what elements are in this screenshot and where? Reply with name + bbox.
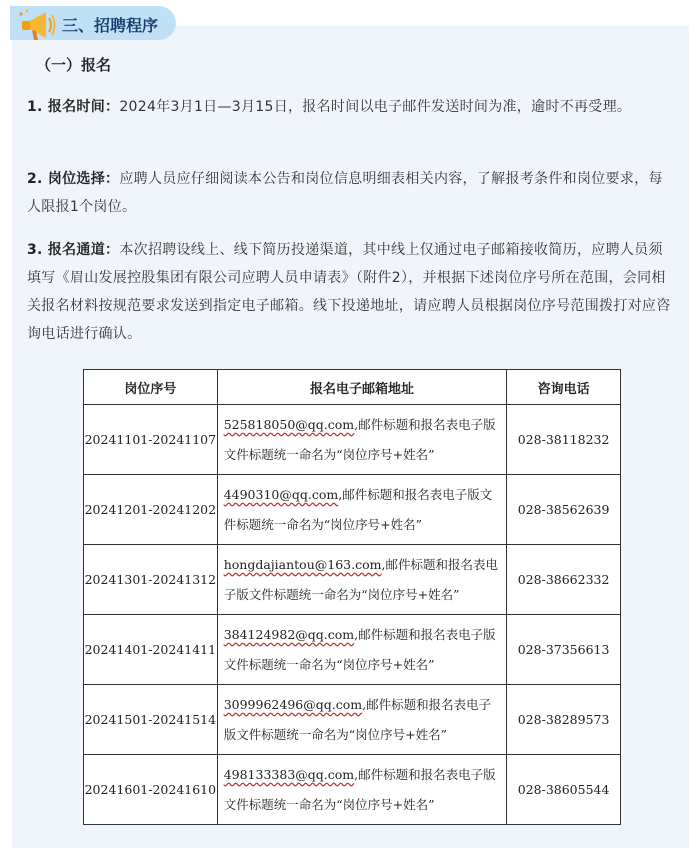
position-range-cell: 20241301-20241312 [84, 545, 218, 615]
email-note: ,邮件标题和报名表电子版文件标题统一命名为“岗位序号+姓名” [223, 766, 496, 812]
paragraph-position-selection [27, 165, 675, 221]
megaphone-icon [18, 8, 58, 44]
email-cell [217, 685, 506, 755]
phone-cell: 028-38118232 [507, 405, 621, 475]
email-note: ,邮件标题和报名表电子版文件标题统一命名为“岗位序号+姓名” [223, 486, 493, 532]
paragraph-label: 1. 报名时间： [27, 99, 120, 115]
phone-cell: 028-38662332 [507, 545, 621, 615]
email-note: ,邮件标题和报名表电子版文件标题统一命名为“岗位序号+姓名” [223, 626, 496, 672]
phone-cell: 028-38562639 [507, 475, 621, 545]
header-phone: 咨询电话 [507, 370, 621, 405]
header-position-range: 岗位序号 [84, 370, 218, 405]
email-address: 498133383@qq.com [223, 766, 355, 782]
email-address: 3099962496@qq.com [223, 696, 363, 712]
position-range-cell: 20241501-20241514 [84, 685, 218, 755]
email-cell [217, 615, 506, 685]
table-row [84, 615, 621, 685]
email-address: 525818050@qq.com [223, 416, 355, 432]
email-note: ,邮件标题和报名表电子版文件标题统一命名为“岗位序号+姓名” [223, 556, 498, 602]
paragraph-registration-channel [27, 236, 675, 348]
position-range-cell: 20241101-20241107 [84, 405, 218, 475]
table-row [84, 405, 621, 475]
email-address: 4490310@qq.com [223, 486, 339, 502]
phone-cell: 028-37356613 [507, 615, 621, 685]
position-range-cell: 20241601-20241610 [84, 755, 218, 825]
email-note: ,邮件标题和报名表电子版文件标题统一命名为“岗位序号+姓名” [223, 416, 496, 462]
paragraph-label: 3. 报名通道： [27, 242, 120, 258]
table-row [84, 545, 621, 615]
section-header [10, 6, 176, 40]
table-row [84, 475, 621, 545]
table-row [84, 685, 621, 755]
email-note: ,邮件标题和报名表电子版文件标题统一命名为“岗位序号+姓名” [223, 696, 492, 742]
paragraph-registration-time [27, 93, 675, 121]
email-cell [217, 405, 506, 475]
header-email: 报名电子邮箱地址 [217, 370, 506, 405]
email-cell [217, 545, 506, 615]
phone-cell: 028-38289573 [507, 685, 621, 755]
paragraph-text: 应聘人员应仔细阅读本公告和岗位信息明细表相关内容，了解报考条件和岗位要求，每人限报1个岗位。 [27, 171, 663, 215]
paragraph-label: 2. 岗位选择： [27, 171, 120, 187]
sub-heading: （一）报名 [36, 56, 112, 74]
position-range-cell: 20241401-20241411 [84, 615, 218, 685]
table-header-row [84, 370, 621, 405]
paragraph-text: 本次招聘设线上、线下简历投递渠道，其中线上仅通过电子邮箱接收简历，应聘人员须填写《眉山发展控股集团有限公司应聘人员申请表》（附件2），并根据下述岗位序号所在范围，会同相关报名材料按规范要求发送到指定电子邮箱。线下投递地址，请应聘人员根据岗位序号范围拨打对应咨询电话进行确认。 [27, 242, 671, 342]
paragraph-text: 2024年3月1日—3月15日，报名时间以电子邮件发送时间为准，逾时不再受理。 [119, 99, 632, 115]
email-cell [217, 475, 506, 545]
email-address: 384124982@qq.com [223, 626, 355, 642]
section-title: 三、招聘程序 [62, 16, 159, 35]
table-row [84, 755, 621, 825]
position-range-cell: 20241201-20241202 [84, 475, 218, 545]
email-address: hongdajiantou@163.com [223, 556, 382, 572]
email-cell [217, 755, 506, 825]
phone-cell: 028-38605544 [507, 755, 621, 825]
registration-table [83, 369, 621, 825]
